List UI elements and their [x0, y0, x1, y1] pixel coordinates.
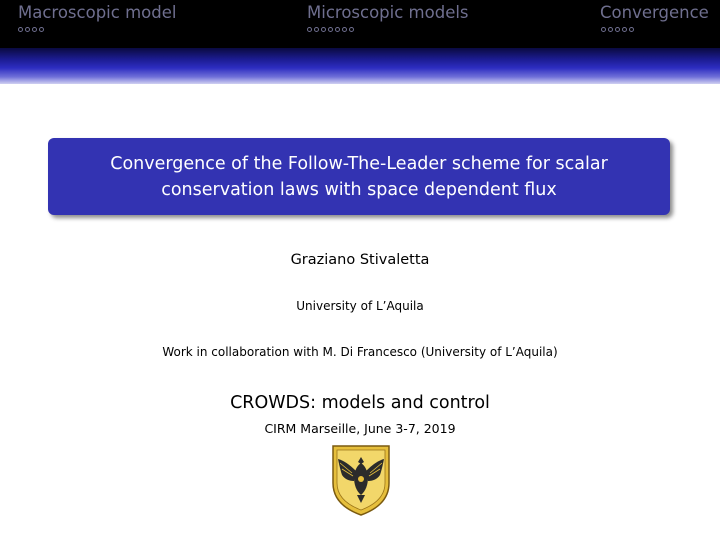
frame-dot[interactable]	[25, 27, 30, 32]
header-gradient-band	[0, 48, 720, 84]
slide-title-line-1: Convergence of the Follow-The-Leader scheme for scalar	[110, 153, 608, 174]
frame-dot[interactable]	[321, 27, 326, 32]
frame-dot[interactable]	[335, 27, 340, 32]
nav-section-microscopic[interactable]: Microscopic models	[307, 3, 469, 22]
collaboration-note: Work in collaboration with M. Di Francesco (University of L’Aquila)	[162, 345, 558, 359]
frame-dot[interactable]	[601, 27, 606, 32]
navigation-bar	[0, 0, 720, 48]
author-name: Graziano Stivaletta	[290, 252, 430, 268]
nav-section-convergence[interactable]: Convergence	[600, 3, 709, 22]
title-box	[48, 138, 670, 215]
frame-dot[interactable]	[622, 27, 627, 32]
frame-dot[interactable]	[314, 27, 319, 32]
event-details: CIRM Marseille, June 3-7, 2019	[264, 421, 456, 436]
university-seal-icon	[330, 443, 392, 517]
frame-dot[interactable]	[349, 27, 354, 32]
frame-dot[interactable]	[32, 27, 37, 32]
frame-dot[interactable]	[608, 27, 613, 32]
nav-dots-macroscopic	[18, 27, 44, 32]
frame-dot[interactable]	[307, 27, 312, 32]
nav-section-macroscopic[interactable]: Macroscopic model	[18, 3, 177, 22]
slide-title-line-2: conservation laws with space dependent flux	[161, 179, 557, 200]
frame-dot[interactable]	[629, 27, 634, 32]
frame-dot[interactable]	[39, 27, 44, 32]
frame-dot[interactable]	[615, 27, 620, 32]
affiliation: University of L’Aquila	[296, 299, 424, 313]
frame-dot[interactable]	[342, 27, 347, 32]
frame-dot[interactable]	[328, 27, 333, 32]
nav-dots-convergence	[601, 27, 634, 32]
nav-dots-microscopic	[307, 27, 354, 32]
event-title: CROWDS: models and control	[230, 393, 490, 413]
frame-dot[interactable]	[18, 27, 23, 32]
